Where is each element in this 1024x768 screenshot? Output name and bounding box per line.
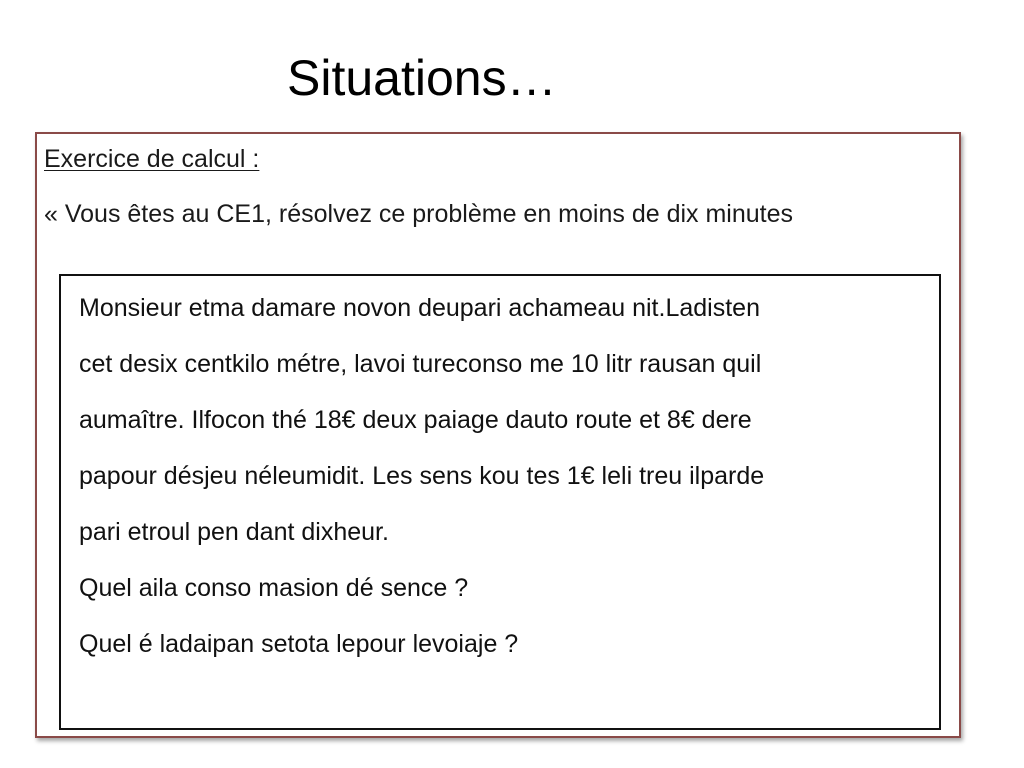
- question-2: Quel é ladaipan setota lepour levoiaje ?: [79, 630, 519, 658]
- exercise-instruction: « Vous êtes au CE1, résolvez ce problème en moins de dix minutes: [44, 200, 794, 228]
- problem-line-5: pari etroul pen dant dixheur.: [79, 518, 389, 546]
- problem-box: [59, 274, 941, 730]
- problem-text: [79, 288, 929, 680]
- scanned-exercise-image: [35, 132, 961, 738]
- exercise-heading: Exercice de calcul :: [44, 145, 260, 173]
- problem-line-3: aumaître. Ilfocon thé 18€ deux paiage dauto route et 8€ dere: [79, 406, 752, 434]
- question-1: Quel aila conso masion dé sence ?: [79, 574, 469, 602]
- problem-line-4: papour désjeu néleumidit. Les sens kou tes 1€ leli treu ilparde: [79, 462, 765, 490]
- slide-title: Situations…: [287, 50, 557, 106]
- problem-line-2: cet desix centkilo métre, lavoi tureconso me 10 litr rausan quil: [79, 350, 762, 378]
- problem-line-1: Monsieur etma damare novon deupari achameau nit.Ladisten: [79, 294, 760, 322]
